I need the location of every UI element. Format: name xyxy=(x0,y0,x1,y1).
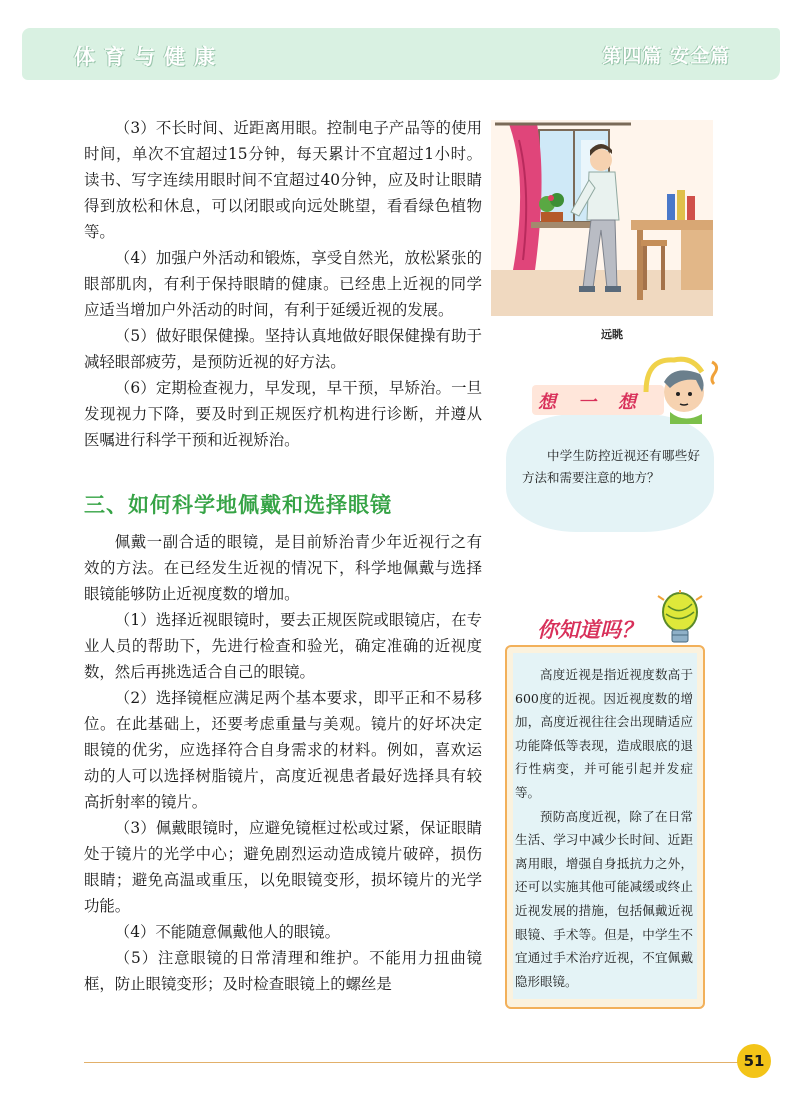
know-text xyxy=(515,663,693,993)
paragraph: （3）佩戴眼镜时，应避免镜框过松或过紧，保证眼睛处于镜片的光学中心；避免剧烈运动造成镜片破碎，损伤眼睛；避免高温或重压，以免眼镜变形，损坏镜片的光学功能。 xyxy=(84,819,482,915)
paragraph: （2）选择镜框应满足两个基本要求，即平正和不易移位。在此基础上，还要考虑重量与美观。镜片的好坏决定眼镜的优劣，应选择符合自身需求的材料。例如，喜欢运动的人可以选择树脂镜片，高度近视患者最好选择具有较高折射率的镜片。 xyxy=(84,689,482,811)
thinking-person-icon xyxy=(640,352,722,424)
know-paragraph: 高度近视是指近视度数高于600度的近视。因近视度数的增加，高度近视往往会出现睛适应功能降低等表现，造成眼底的退行性病变，并可能引起并发症等。 xyxy=(515,667,693,800)
think-question: 中学生防控近视还有哪些好方法和需要注意的地方？ xyxy=(522,448,700,485)
paragraph: （6）定期检查视力，早发现，早干预，早矫治。一旦发现视力下降，要及时到正规医疗机构进行诊断，并遵从医嘱进行科学干预和近视矫治。 xyxy=(84,379,482,449)
paragraph: （1）选择近视眼镜时，要去正规医院或眼镜店，在专业人员的帮助下，先进行检查和验光，确定准确的近视度数，然后再挑选适合自己的眼镜。 xyxy=(84,611,482,681)
paragraph: （5）做好眼保健操。坚持认真地做好眼保健操有助于减轻眼部疲劳，是预防近视的好方法。 xyxy=(84,327,482,371)
illustration-caption: 远眺 xyxy=(601,328,623,341)
paragraph: （5）注意眼镜的日常清理和维护。不能用力扭曲镜框，防止眼镜变形；及时检查眼镜上的螺丝是 xyxy=(84,949,482,993)
paragraph: 佩戴一副合适的眼镜，是目前矫治青少年近视行之有效的方法。在已经发生近视的情况下，科学地佩戴与选择眼镜能够防止近视度数的增加。 xyxy=(84,533,482,603)
lightbulb-icon xyxy=(654,590,706,648)
paragraph: （4）不能随意佩戴他人的眼镜。 xyxy=(114,923,341,941)
section-heading: 三、如何科学地佩戴和选择眼镜 xyxy=(84,493,392,517)
main-text-column xyxy=(84,115,482,997)
know-title: 你知道吗？ xyxy=(537,617,642,642)
paragraph: （4）加强户外活动和锻炼，享受自然光，放松紧张的眼部肌肉，有利于保持眼睛的健康。已经患上近视的同学应适当增加户外活动的时间，有利于延缓近视的发展。 xyxy=(84,249,482,319)
paragraph: （3）不长时间、近距离用眼。控制电子产品等的使用时间，单次不宜超过15分钟，每天累计不宜超过1小时。读书、写字连续用眼时间不宜超过40分钟，应及时让眼睛得到放松和休息，可以闭眼或向远处眺望，看看绿色植物等。 xyxy=(84,119,482,241)
think-title: 想一想 xyxy=(538,392,658,413)
page-number: 51 xyxy=(737,1044,771,1078)
know-paragraph: 预防高度近视，除了在日常生活、学习中减少长时间、近距离用眼，增强自身抵抗力之外，还可以实施其他可能减缓或终止近视发展的措施，包括佩戴近视眼镜、手术等。但是，中学生不宜通过手术治疗近视，不宜佩戴隐形眼镜。 xyxy=(515,808,693,989)
book-title: 体育与健康 xyxy=(74,45,224,69)
window-illustration xyxy=(491,120,713,316)
page-header xyxy=(22,28,780,80)
part-title: 第四篇 安全篇 xyxy=(602,45,730,67)
footer-rule xyxy=(84,1062,742,1063)
